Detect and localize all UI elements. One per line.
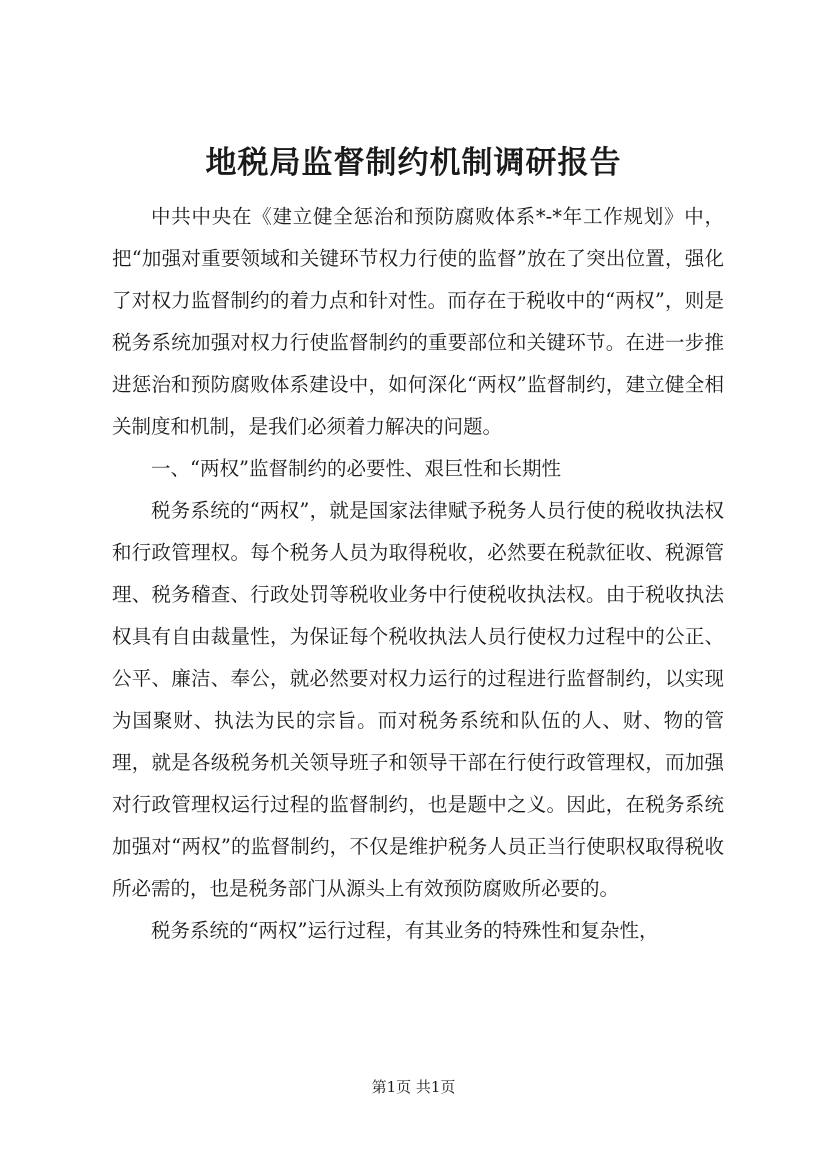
page-footer: 第1页 共1页 (371, 1078, 456, 1096)
document-title: 地税局监督制约机制调研报告 (205, 145, 622, 181)
paragraph-two-powers: 税务系统的“两权”，就是国家法律赋予税务人员行使的税收执法权和行政管理权。每个税务人员为取得税收，必然要在税款征收、税源管理、税务稽查、行政处罚等税收业务中行使税收执法权。由于税收执法权具有自由裁量性，为保证每个税收执法人员行使权力过程中的公正、公平、廉洁、奉公，就必然要对权力运行的过程进行监督制约，以实现为国聚财、执法为民的宗旨。而对税务系统和队伍的人、财、物的管理，就是各级税务机关领导班子和领导干部在行使行政管理权，而加强对行政管理权运行过程的监督制约，也是题中之义。因此，在税务系统加强对“两权”的监督制约，不仅是维护税务人员正当行使职权取得税收所必需的，也是税务部门从源头上有效预防腐败所必要的。 (112, 499, 724, 900)
section-heading-1: 一、“两权”监督制约的必要性、艰巨性和长期性 (151, 457, 561, 480)
paragraph-process: 税务系统的“两权”运行过程，有其业务的特殊性和复杂性， (151, 919, 659, 942)
paragraph-intro: 中共中央在《建立健全惩治和预防腐败体系*-*年工作规划》中，把“加强对重要领域和关键环节权力行使的监督”放在了突出位置，强化了对权力监督制约的着力点和针对性。而存在于税收中的“两权”，则是税务系统加强对权力行使监督制约的重要部位和关键环节。在进一步推进惩治和预防腐败体系建设中，如何深化“两权”监督制约，建立健全相关制度和机制，是我们必须着力解决的问题。 (112, 205, 724, 438)
document-body (112, 196, 724, 952)
